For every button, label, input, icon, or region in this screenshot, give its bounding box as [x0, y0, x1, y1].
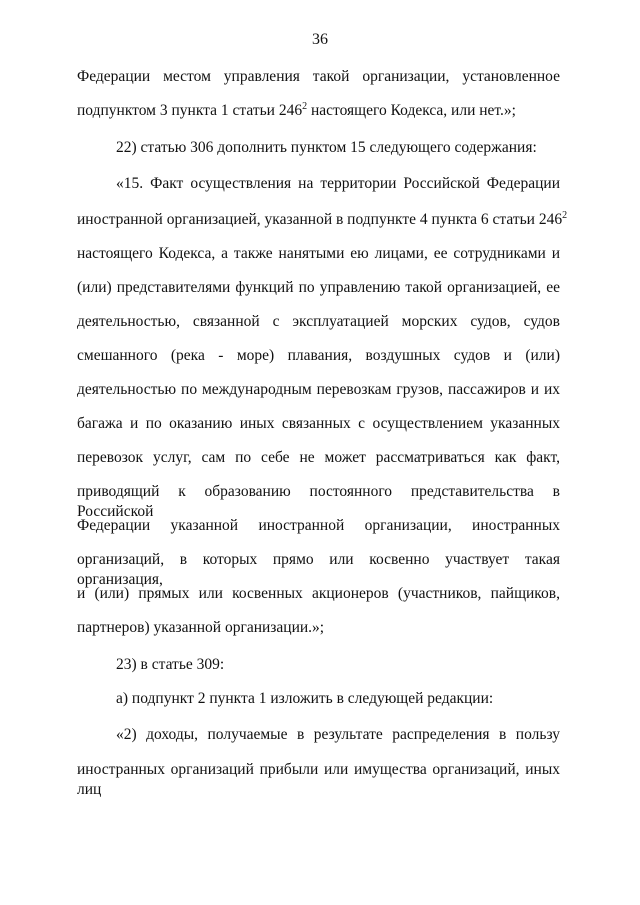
text-line-content: перевозок услуг, сам по себе не может рассматриваться как факт, — [77, 449, 560, 466]
text-line-content: «15. Факт осуществления на территории Российской Федерации — [116, 175, 560, 192]
text-line-content: иностранной организацией, указанной в подпункте 4 пункта 6 статьи 246 — [77, 211, 563, 228]
text-line — [116, 689, 560, 709]
text-line-content: (или) представителями функций по управлению такой организацией, ее — [77, 279, 560, 296]
text-line-content: настоящего Кодекса, а также нанятыми ею лицами, ее сотрудниками и — [77, 245, 560, 262]
text-line — [77, 209, 568, 230]
text-line-content: организаций, в которых прямо или косвенно участвует такая организация, — [77, 551, 560, 588]
text-line-content: смешанного (река - море) плавания, воздушных судов и (или) — [77, 347, 560, 364]
text-line — [77, 101, 560, 121]
text-line-content: Федерации указанной иностранной организации, иностранных — [77, 517, 560, 534]
text-line — [77, 67, 560, 87]
text-line-content: а) подпункт 2 пункта 1 изложить в следующей редакции: — [116, 690, 494, 707]
text-line — [77, 414, 560, 434]
text-line — [77, 760, 560, 800]
text-line-content: приводящий к образованию постоянного представительства в Российской — [77, 483, 560, 520]
text-line — [116, 174, 560, 194]
text-line — [77, 278, 560, 298]
superscript: 2 — [302, 100, 308, 112]
text-line-content: деятельностью, связанной с эксплуатацией морских судов, судов — [77, 313, 560, 330]
text-line — [116, 655, 560, 675]
text-line — [116, 138, 560, 158]
text-line-content: багажа и по оказанию иных связанных с осуществлением указанных — [77, 415, 560, 432]
text-line — [116, 725, 560, 745]
text-line — [77, 448, 560, 468]
text-line-content: партнеров) указанной организации.»; — [77, 619, 325, 636]
text-line-content: настоящего Кодекса, или нет.»; — [307, 102, 516, 119]
text-line-content: 23) в статье 309: — [116, 656, 225, 673]
text-line — [77, 618, 560, 638]
text-line — [77, 312, 560, 332]
text-line — [77, 380, 560, 400]
text-line-content: и (или) прямых или косвенных акционеров (участников, пайщиков, — [77, 585, 560, 602]
text-line-content: 22) статью 306 дополнить пунктом 15 следующего содержания: — [116, 139, 537, 156]
text-line-content: иностранных организаций прибыли или имущества организаций, иных лиц — [77, 761, 560, 798]
text-line — [77, 516, 560, 536]
text-line-content: деятельностью по международным перевозкам грузов, пассажиров и их — [77, 381, 560, 398]
text-line — [77, 346, 560, 366]
page-number: 36 — [312, 31, 328, 48]
text-line — [77, 244, 560, 264]
superscript: 2 — [562, 209, 568, 221]
text-line-content: подпунктом 3 пункта 1 статьи 246 — [77, 102, 303, 119]
text-line — [77, 584, 560, 604]
text-line-content: «2) доходы, получаемые в результате распределения в пользу — [116, 726, 560, 743]
text-line-content: Федерации местом управления такой организации, установленное — [77, 68, 560, 85]
